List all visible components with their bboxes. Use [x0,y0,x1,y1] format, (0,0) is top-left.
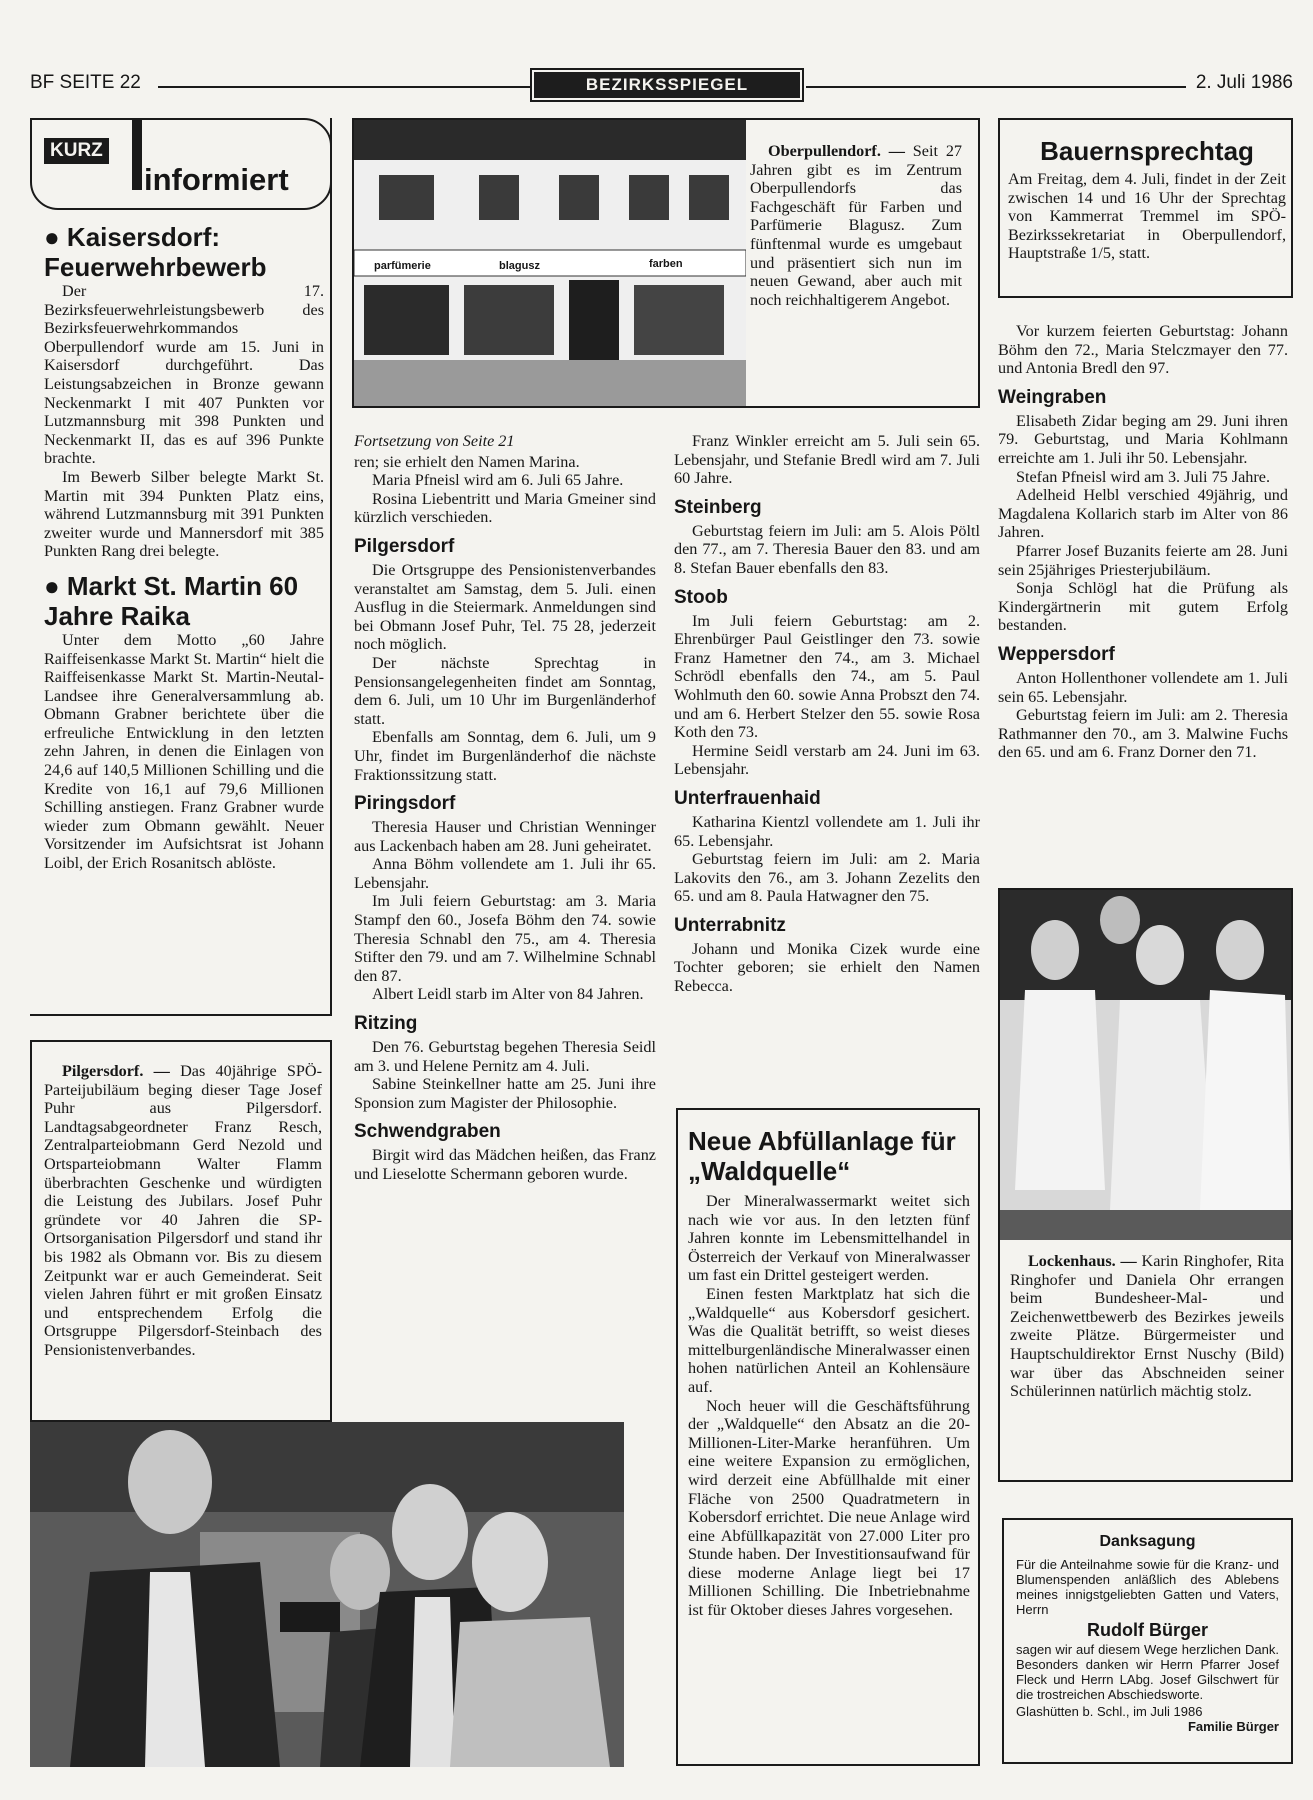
article-paragraph: Adelheid Helbl verschied 49jährig, und Magdalena Kollarich starb im Alter von 86 Jahren. [998,486,1288,542]
continuation-note: Fortsetzung von Seite 21 [354,432,515,450]
issue-date: 2. Juli 1986 [1195,72,1293,93]
photo-lockenhaus-image [1000,890,1291,1240]
shop-sign-3: farben [649,258,683,270]
photo-jubilaeum-image [30,1422,624,1767]
article-paragraph: Hermine Seidl verstarb am 24. Juni im 63. Lebensjahr. [674,741,980,779]
danksagung-title: Danksagung [1099,1533,1196,1550]
section-steinberg: Steinberg [674,496,762,518]
article-text: Seit 27 Jahren gibt es im Zentrum Oberpullendorfs das Fachgeschäft für Farben und Parfümerie Blagusz. Zum fünftenmal wurde es umgebaut und präsentiert sich nun im neuen Gewand, aber auch mit noch reichhaltigerem Angebot. [750,142,963,309]
article-paragraph: Anna Böhm vollendete am 1. Juli ihr 65. Lebensjahr. [354,855,656,892]
article-paragraph: Den 76. Geburtstag begehen Theresia Seidl am 3. und Helene Pernitz am 4. Juli. [354,1038,656,1075]
sprechtag-article [1008,136,1286,263]
article-paragraph: Rosina Liebentritt und Maria Gmeiner sind kürzlich verschieden. [354,489,656,527]
article-paragraph: Sabine Steinkellner hatte am 25. Juni ihre Sponsion zum Magister der Philosophie. [354,1075,656,1112]
article-paragraph: Pfarrer Josef Buzanits feierte am 28. Juni sein 25jähriges Priesterjubiläum. [998,541,1288,579]
article-paragraph: Der 17. Bezirksfeuerwehrleistungsbewerb des Bezirksfeuerwehrkommandos Oberpullendorf wurde am 15. Juni in Kaisersdorf durchgeführt. Das Leistungsabzeichen in Bronze gewann Neckenmarkt I mit 407 Punkten vor Lutzmannsburg mit 398 Punkten und Neckenmarkt II, das es auf 396 Punkte brachte. [44,282,324,468]
article-paragraph: Geburtstag feiern im Juli: am 5. Alois Pöltl den 77., am 7. Theresia Bauer den 83. und am 8. Stefan Bauer ebenfalls den 83. [674,521,980,577]
article-paragraph: Einen festen Marktplatz hat sich die „Waldquelle“ aus Kobersdorf gesichert. Was die Qualität betrifft, so weist dieses mittelburgenländische Mineralwasser einen hohen natürlichen Anteil an Kohlensäure auf. [688,1284,970,1396]
oberpullendorf-article [750,142,962,309]
article-lead: Oberpullendorf. — [768,142,905,160]
danksagung-signature: Familie Bürger [1187,1719,1279,1734]
waldquelle-headline: Neue Abfüllanlage für „Waldquelle“ [688,1126,956,1186]
headline-kaisersdorf: ● Kaisersdorf: Feuerwehrbewerb [44,222,267,282]
section-unterrabnitz: Unterrabnitz [674,914,786,936]
article-paragraph: Johann und Monika Cizek wurde eine Tochter geboren; sie erhielt den Namen Rebecca. [674,939,980,996]
article-paragraph: Noch heuer will die Geschäftsführung der „Waldquelle“ den Absatz an die 20-Millionen-Liter-Marke heranführen. Um eine weitere Expansion zu ermöglichen, wird derzeit eine Abfüllhalde mit einer Fläche von 2500 Quadratmetern in Kobersdorf errichtet. Die neue Anlage wird eine Abfüllkapazität von 27.000 Liter pro Stunde haben. Der Investitionsaufwand für diese moderne Anlage liegt bei 17 Millionen Schilling. Die Inbetriebnahme ist für Oktober dieses Jahres vorgesehen. [688,1396,970,1620]
shop-sign-1: parfümerie [374,260,431,272]
article-lead: Pilgersdorf. — [62,1062,170,1080]
article-paragraph: Unter dem Motto „60 Jahre Raiffeisenkasse Markt St. Martin“ hielt die Raiffeisenkasse Markt St. Martin-Neutal-Landsee ihre Generalversammlung ab. Obmann Grabner berichtete über die erfreuliche Entwicklung in den letzten zehn Jahren, in denen die Einlagen von 24,6 auf 140,5 Millionen Schilling und die Kredite von 16,1 auf 79,6 Millionen Schilling anstiegen. Franz Grabner wurde wieder zum Obmann gewählt. Neuer Vorsitzender im Aufsichtsrat ist Johann Loibl, der Erich Rosanitsch ablöste. [44,630,324,873]
headline-raika: ● Markt St. Martin 60 Jahre Raika [44,570,299,631]
article-paragraph: Der nächste Sprechtag in Pensionsangelegenheiten findet am Sonntag, dem 6. Juli, um 10 Uhr im Burgenländerhof statt. [354,653,656,728]
article-paragraph: Maria Pfneisl wird am 6. Juli 65 Jahre. [372,471,624,490]
section-piringsdorf: Piringsdorf [354,793,456,815]
column-2 [354,432,656,1184]
section-stoob: Stoob [674,586,728,608]
article-paragraph: Katharina Kientzl vollendete am 1. Juli ihr 65. Lebensjahr. [674,812,980,850]
header-rule-left [158,86,530,88]
article-paragraph: Der Mineralwassermarkt weitet sich nach wie vor aus. In den letzten fünf Jahren konnte im Lebensmittelhandel in Österreich der Verkauf von Mineralwasser um fast ein Drittel gesteigert werden. [688,1192,970,1285]
kurz-title: informiert [144,162,289,197]
kurz-tag: KURZ [44,138,109,164]
article-lead: Lockenhaus. — [1028,1252,1137,1270]
danksagung-name: Rudolf Bürger [1087,1620,1208,1640]
article-paragraph: Franz Winkler erreicht am 5. Juli sein 65. Lebensjahr, und Stefanie Bredl wird am 7. Juli 60 Jahre. [674,432,980,488]
article-paragraph: Sonja Schlögl hat die Prüfung als Kindergärtnerin mit gutem Erfolg bestanden. [998,579,1288,635]
article-paragraph: Birgit wird das Mädchen heißen, das Franz und Lieselotte Schermann geboren wurde. [354,1146,656,1183]
article-text: Das 40jährige SPÖ-Parteijubiläum beging dieser Tage Josef Puhr aus Pilgersdorf. Landtagsabgeordneter Franz Resch, Zentralparteiobmann Gerd Nezold und Ortsparteiobmann Walter Flamm überbrachten Geschenke und würdigten die Leistung des Jubilars. Josef Puhr gründete vor 40 Jahren die SP-Ortsorganisation Pilgersdorf und stand ihr bis 1982 als Obmann vor. Bis zu diesem Zeitpunkt war er auch Gemeinderat. Seit vielen Jahren führt er mit großen Einsatz und entsprechendem Erfolg die Ortsgruppe Pilgersdorf-Steinbach des Pensionistenverbandes. [44,1062,323,1359]
article-paragraph: Theresia Hauser und Christian Wenninger aus Lackenbach haben am 28. Juni geheiratet. [354,818,656,855]
sprechtag-headline: Bauernsprechtag [1040,136,1254,166]
danksagung-text-1: Für die Anteilnahme sowie für die Kranz- und Blumenspenden anläßlich des Ablebens meines innigstgeliebten Gatten und Vaters, Herrn [1016,1557,1279,1617]
article-paragraph: Geburtstag feiern im Juli: am 2. Maria Lakovits den 76., am 3. Johann Zezelits den 65. und am 8. Paula Hatwagner den 75. [674,850,980,906]
waldquelle-article [688,1126,970,1620]
page-number: BF SEITE 22 [30,72,141,93]
danksagung-place: Glashütten b. Schl., im Juli 1986 [1016,1704,1203,1719]
kurz-informiert-header [30,118,332,210]
article-paragraph: Geburtstag feiern im Juli: am 2. Theresia Rathmanner den 70., am 3. Malwine Fuchs den 65. und am 6. Franz Dorner den 71. [998,706,1288,762]
section-pilgersdorf: Pilgersdorf [354,535,455,557]
article-paragraph: Ebenfalls am Sonntag, dem 6. Juli, um 9 Uhr, findet im Burgenländerhof die nächste Fraktionssitzung statt. [354,728,656,784]
section-unterfrauenhaid: Unterfrauenhaid [674,787,821,809]
section-schwendgraben: Schwendgraben [354,1121,501,1143]
pilgersdorf-article [44,1062,322,1360]
kurz-bar [132,120,142,190]
shop-sign-2: blagusz [499,260,540,272]
lockenhaus-article [1010,1252,1284,1401]
photo-shop [354,120,746,406]
article-paragraph: Im Juli feiern Geburtstag: am 2. Ehrenbürger Paul Geistlinger den 73. sowie Franz Hametner den 74., am 3. Michael Schrödl ebenfalls den 74., am 5. Paul Wohlmuth den 60. sowie Anna Probszt den 74. und am 6. Herbert Stelzer den 55. sowie Rosa Koth den 73. [674,611,980,742]
column-4 [998,322,1288,762]
photo-lockenhaus [1000,890,1291,1240]
column-3 [674,432,980,996]
article-paragraph: Stefan Pfneisl wird am 3. Juli 75 Jahre. [1016,467,1271,486]
article-paragraph: Vor kurzem feierten Geburtstag: Johann Böhm den 72., Maria Stelczmayer den 77. und Antonia Bredl den 97. [998,322,1288,378]
article-paragraph: Im Juli feiern Geburtstag: am 3. Maria Stampf den 60., Josefa Böhm den 74. sowie Theresia Schnabl den 75., am 4. Theresia Stifter den 79. und am 7. Wilhelmine Schnabl den 87. [354,892,656,985]
header-rule-right [806,86,1186,88]
article-paragraph: ren; sie erhielt den Namen Marina. [354,452,580,471]
kurz-informiert-body [44,222,324,873]
danksagung-notice [1002,1518,1293,1764]
article-paragraph: Anton Hollenthoner vollendete am 1. Juli sein 65. Lebensjahr. [998,668,1288,706]
article-paragraph: Elisabeth Zidar beging am 29. Juni ihren 79. Geburtstag, und Maria Kohlmann erreichte am 1. Juli ihr 50. Lebensjahr. [998,411,1288,467]
danksagung-text-2: sagen wir auf diesem Wege herzlichen Dank. Besonders danken wir Herrn Pfarrer Josef Fleck und Herrn LAbg. Josef Gilschwert für die trostreichen Abschiedsworte. [1016,1642,1279,1702]
photo-jubilaeum [30,1422,624,1767]
article-paragraph: Am Freitag, dem 4. Juli, findet in der Zeit zwischen 14 und 16 Uhr der Sprechtag von Kammerrat Tremmel im SPÖ-Bezirkssekretariat in Oberpullendorf, Hauptstraße 1/5, statt. [1008,170,1286,263]
section-title: BEZIRKSSPIEGEL [530,68,804,102]
section-weppersdorf: Weppersdorf [998,643,1115,665]
article-paragraph: Die Ortsgruppe des Pensionistenverbandes veranstaltet am Samstag, dem 5. Juli. einen Ausflug in die Steiermark. Anmeldungen sind bei Obmann Josef Puhr, Tel. 75 28, jederzeit noch möglich. [354,560,656,654]
article-paragraph: Im Bewerb Silber belegte Markt St. Martin mit 394 Punkten Platz eins, während Lutzmannsburg mit 391 Punkten zweiter wurde und Mannersdorf mit 385 Punkten Rang drei belegte. [44,467,324,561]
article-text: Karin Ringhofer, Rita Ringhofer und Daniela Ohr errangen beim Bundesheer-Mal- und Zeichenwettbewerb des Bezirkes jeweils zweite Plätze. Bürgermeister und Hauptschuldirektor Ernst Nuschy (Bild) war über das Abschneiden seiner Schülerinnen natürlich mächtig stolz. [1010,1252,1285,1401]
section-weingraben: Weingraben [998,386,1107,408]
article-paragraph: Albert Leidl starb im Alter von 84 Jahren. [372,985,644,1004]
section-ritzing: Ritzing [354,1013,418,1035]
